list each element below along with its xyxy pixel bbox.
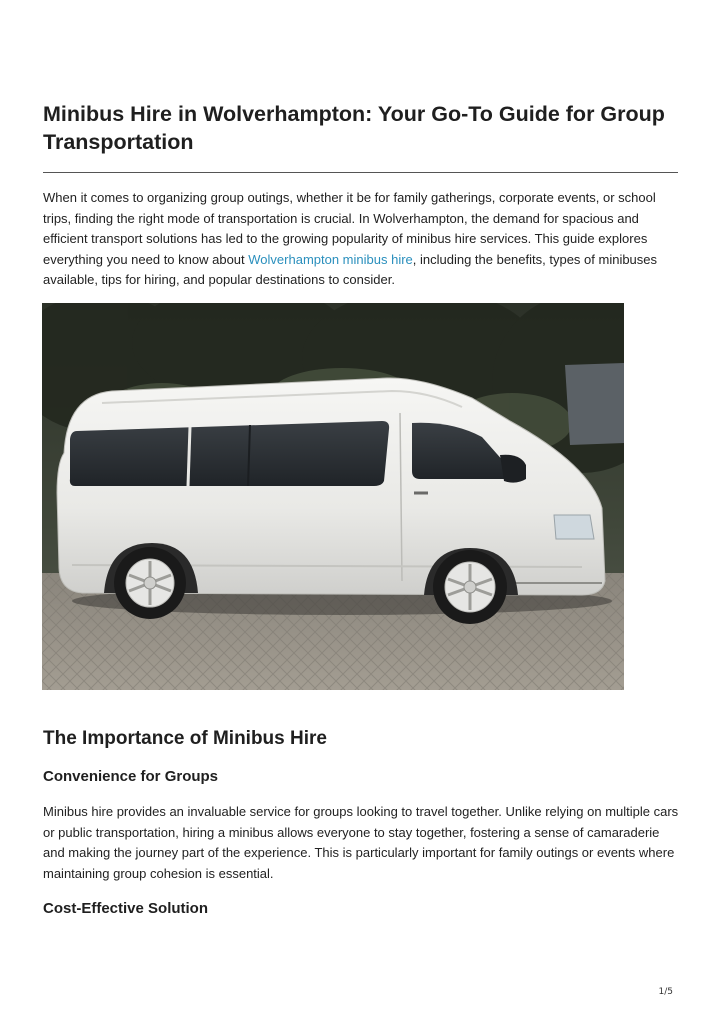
page-indicator: 1/5 [658,987,673,997]
paragraph-convenience: Minibus hire provides an invaluable service for groups looking to travel together. Unlike relying on multiple cars or public transportation, hiring a minibus allows everyone to stay together, fostering a sense of camaraderie and making the journey part of the experience. This is particularly important for family outings or events where maintaining group cohesion is essential. [43,804,679,881]
subheading-convenience: Convenience for Groups [43,768,219,785]
article-title: Minibus Hire in Wolverhampton: Your Go-To Guide for Group Transportation [43,102,665,154]
subheading-cost-effective: Cost-Effective Solution [43,900,209,917]
intro-paragraph [43,188,683,291]
wolverhampton-minibus-hire-link[interactable]: Wolverhampton minibus hire [248,251,413,267]
minibus-photo [42,303,624,690]
title-divider [43,172,678,173]
intro-text-end: , including the benefits, types of minibuses available, tips for hiring, and popular destinations to consider. [43,251,658,288]
section-heading: The Importance of Minibus Hire [43,728,327,749]
intro-text-start: When it comes to organizing group outings, whether it be for family gatherings, corporate events, or school trips, finding the right mode of transportation is crucial. In Wolverhampton, the demand for spacious and efficient transport solutions has led to the growing popularity of minibus hire services. This guide explores everything you need to know about [43,190,656,267]
